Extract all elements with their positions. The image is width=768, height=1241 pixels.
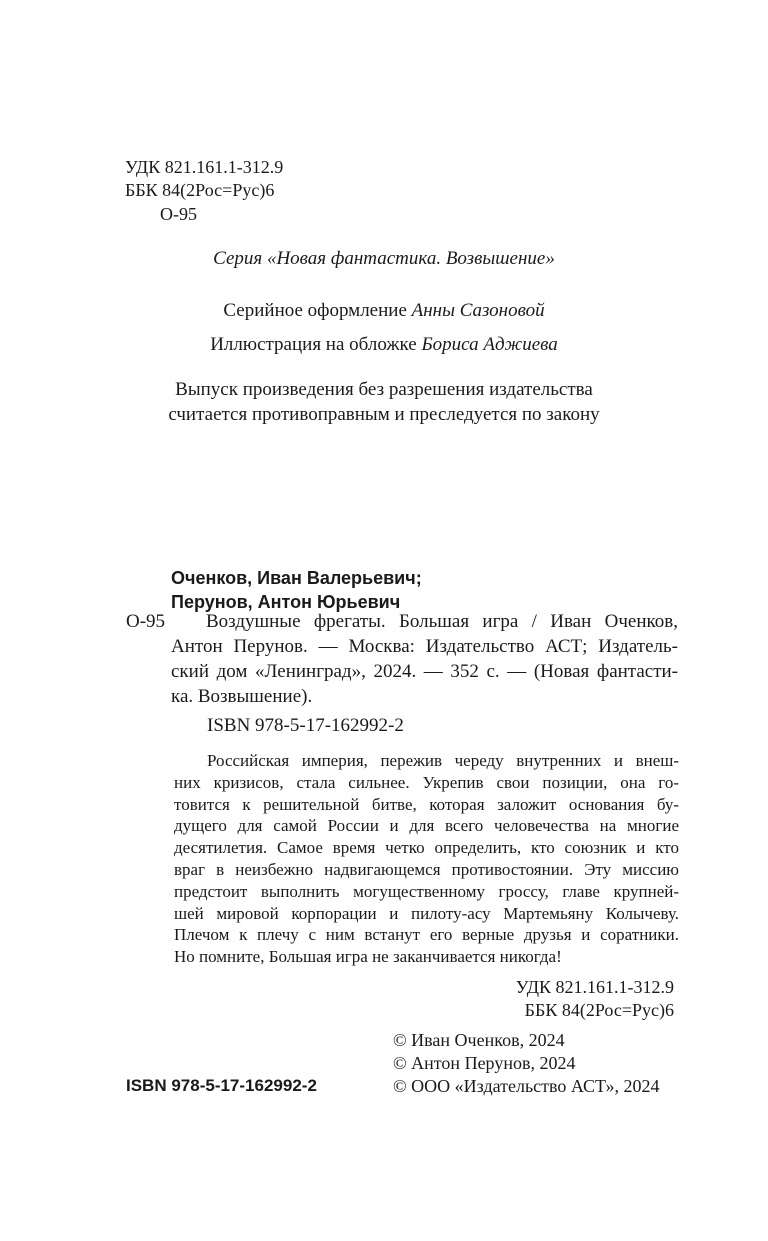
legal-notice-line-2: считается противоправным и преследуется по закону <box>168 404 600 425</box>
bib-line-1 <box>206 609 678 634</box>
design-credit <box>0 298 768 323</box>
design-credit-name: Анны Сазоновой <box>411 300 545 321</box>
annotation-line: Но помните, Большая игра не заканчивается никогда! <box>174 947 562 967</box>
annotation-line: Плечом к плечу с ним встанут его верные друзья и соратники. <box>174 925 679 945</box>
annotation-line: десятилетия. Самое время четко определить, кто союзник и кто <box>174 838 679 858</box>
bib-line-3 <box>171 659 678 684</box>
isbn-bottom: ISBN 978-5-17-162992-2 <box>126 1076 317 1095</box>
cover-credit <box>0 332 768 357</box>
bib-line-1-text: Воздушные фрегаты. Большая игра / Иван Оченков, <box>206 611 678 632</box>
copyright-1: © Иван Оченков, 2024 <box>393 1030 565 1050</box>
annotation-line: Российская империя, пережив череду внутренних и внеш- <box>207 751 679 770</box>
legal-notice-line-1: Выпуск произведения без разрешения издательства <box>175 379 593 400</box>
bib-line-2-text: Антон Перунов. — Москва: Издательство АСТ; Издатель- <box>171 636 678 657</box>
author-2: Перунов, Антон Юрьевич <box>171 592 401 612</box>
author-1: Оченков, Иван Валерьевич; <box>171 568 422 588</box>
bib-line-2 <box>171 634 678 659</box>
bib-line-3-text: ский дом «Ленинград», 2024. — 352 с. — (Новая фантасти- <box>171 661 678 682</box>
bottom-udk: УДК 821.161.1-312.9 <box>515 977 674 997</box>
isbn-inline: ISBN 978-5-17-162992-2 <box>207 715 404 736</box>
annotation-line: предстоит выполнить могущественному гроссу, главе крупней- <box>174 881 679 901</box>
design-credit-label: Серийное оформление <box>223 300 407 321</box>
top-bbk: ББК 84(2Рос=Рус)6 <box>125 180 275 200</box>
annotation-line: шей мировой корпорации и пилоту-асу Мартемьяну Колычеву. <box>174 903 679 923</box>
series-text: Серия «Новая фантастика. Возвышение» <box>213 248 555 269</box>
cover-credit-label: Иллюстрация на обложке <box>210 334 417 355</box>
copyright-2: © Антон Перунов, 2024 <box>393 1053 576 1073</box>
catalog-mark: О-95 <box>126 611 166 632</box>
annotation-line: враг в неизбежно надвигающемся противостоянии. Эту миссию <box>174 859 679 879</box>
copyright-3: © ООО «Издательство АСТ», 2024 <box>393 1076 660 1096</box>
annotation-line: них кризисов, стала сильнее. Укрепив свои позиции, она го- <box>174 772 679 792</box>
annotation-line: дущего для самой России и для всего человечества на многие <box>174 816 679 836</box>
bottom-bbk: ББК 84(2Рос=Рус)6 <box>524 1000 674 1020</box>
annotation-line: товится к решительной битве, которая заложит основания бу- <box>174 794 679 814</box>
annotation <box>174 750 679 968</box>
cover-credit-name: Бориса Аджиева <box>421 334 558 355</box>
series-line <box>0 246 768 271</box>
top-author-mark: О-95 <box>160 204 197 224</box>
top-udk: УДК 821.161.1-312.9 <box>125 157 284 177</box>
bib-line-4: ка. Возвышение). <box>171 686 313 707</box>
